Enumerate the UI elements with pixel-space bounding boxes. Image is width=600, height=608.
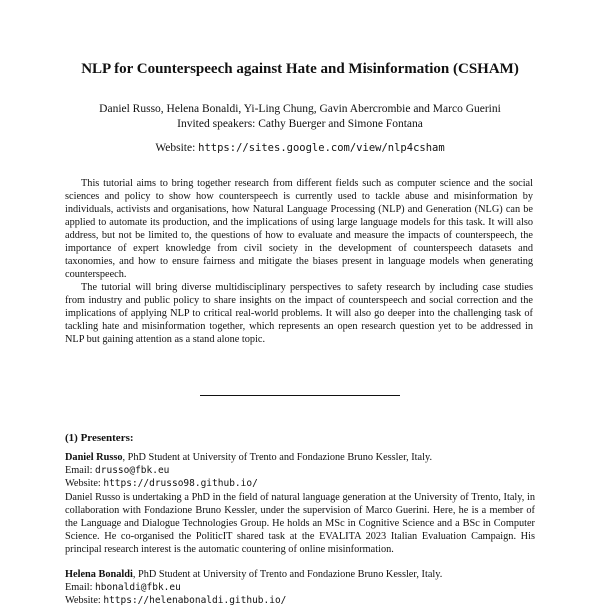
presenter-bio: Daniel Russo is undertaking a PhD in the field of natural language generation at the University of Trento, Italy, in collaboration with Fondazione Bruno Kessler, under the supervision of Marco Guerini. Here, he is a member of the Language and Dialogue Technologies Group. He holds an MSc in Cognitive Science and a BSc in Computer Science. He co-organised the PoliticIT shared task at the EVALITA 2023 Italian Evaluation Campaign. His principal research interest is the automatic countering of online misinformation. [65,491,535,556]
paper-title: NLP for Counterspeech against Hate and Misinformation (CSHAM) [81,61,519,77]
presenter-affiliation: , PhD Student at University of Trento and Fondazione Bruno Kessler, Italy. [132,569,443,580]
tutorial-website [40,141,560,156]
website-link[interactable]: https://sites.google.com/view/nlp4csham [198,142,445,154]
abstract [65,177,533,346]
presenter-email-line [65,464,535,477]
website-label: Website: [155,142,196,154]
author-block [40,102,560,132]
presenters-heading: (1) Presenters: [65,432,134,444]
presenter-helena-bonaldi [65,568,535,608]
website-label: Website: [65,478,104,490]
presenter-email-line [65,581,535,594]
section-divider [200,395,400,396]
abstract-paragraph-2: The tutorial will bring diverse multidisciplinary perspectives to safety research by including case studies from industry and public policy to share insights on the impact of counterspeech and social correction and the implications of applying NLP to critical real-world problems. It will also go deeper into the challenging task of tackling hate and misinformation together, which represents an open research question yet to be addressed in NLP but gaining attention as a stand alone topic. [65,282,533,345]
email-label: Email: [65,465,96,477]
presenter-email[interactable]: drusso@fbk.eu [95,465,170,477]
invited-speakers: Invited speakers: Cathy Buerger and Simone Fontana [177,118,423,130]
website-label: Website: [65,595,104,607]
presenter-header [65,568,535,581]
email-label: Email: [65,582,96,594]
author-list: Daniel Russo, Helena Bonaldi, Yi-Ling Chung, Gavin Abercrombie and Marco Guerini [99,103,501,115]
presenter-website[interactable]: https://helenabonaldi.github.io/ [103,595,287,607]
presenter-website[interactable]: https://drusso98.github.io/ [103,478,258,490]
presenter-affiliation: , PhD Student at University of Trento and Fondazione Bruno Kessler, Italy. [122,452,433,463]
presenter-name: Daniel Russo [65,452,123,463]
presenter-email[interactable]: hbonaldi@fbk.eu [95,582,181,594]
presenter-daniel-russo [65,451,535,557]
presenter-website-line [65,594,535,607]
presenter-website-line [65,477,535,490]
presenter-name: Helena Bonaldi [65,569,133,580]
abstract-paragraph-1: This tutorial aims to bring together research from different fields such as computer science and the social sciences and policy to show how counterspeech is currently used to tackle abuse and misinformation by individuals, activists and organisations, how Natural Language Processing (NLP) and Generation (NLG) can be applied to automate its production, and the implications of using large language models for this task. It will also address, but not be limited to, the questions of how to evaluate and measure the impacts of counterspeech, the importance of expert knowledge from civil society in the development of counterspeech datasets and taxonomies, and how to ensure fairness and mitigate the biases present in language models when generating counterspeech. [65,178,533,280]
presenter-header [65,451,535,464]
